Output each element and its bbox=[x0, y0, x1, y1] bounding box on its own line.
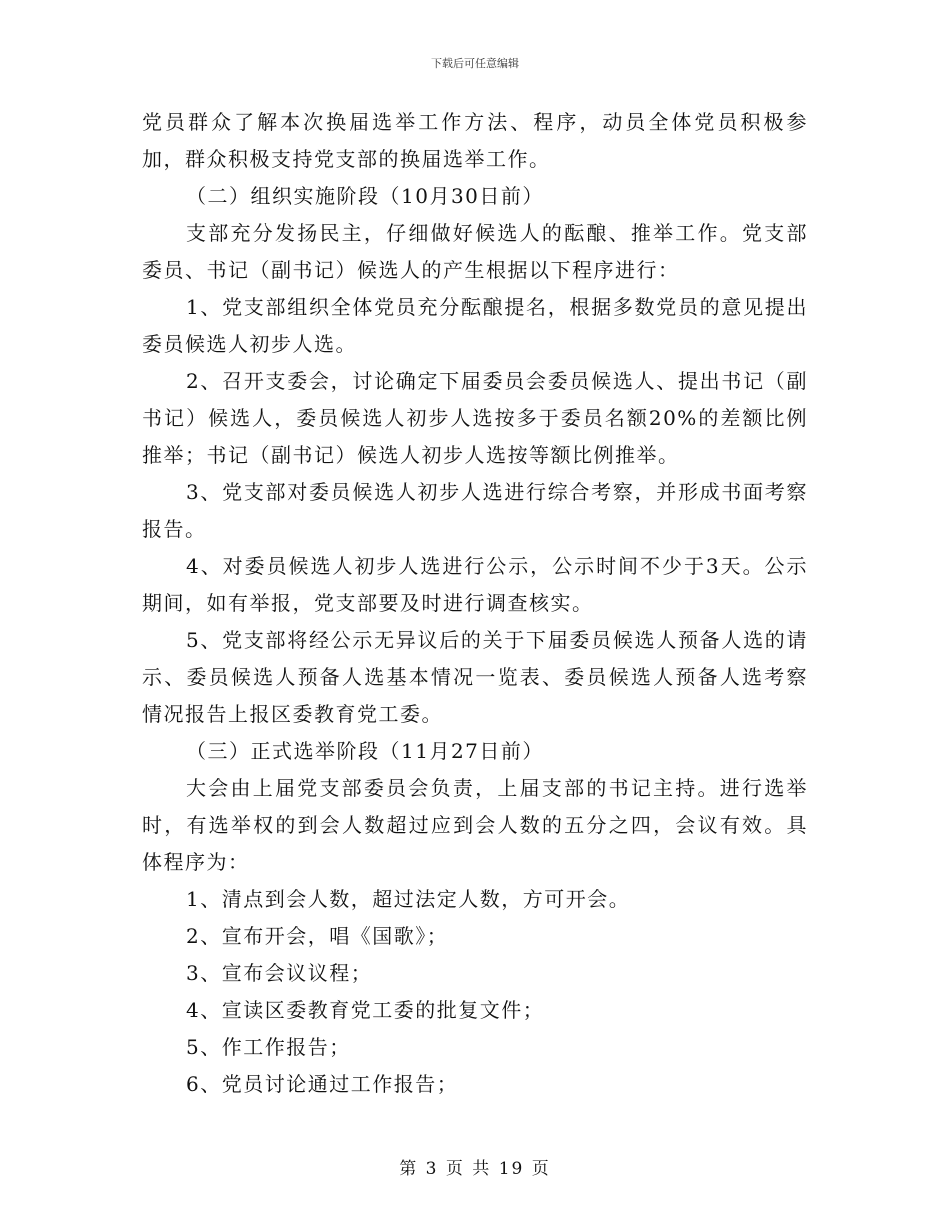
list-item-1: 1、党支部组织全体党员充分酝酿提名，根据多数党员的意见提出委员候选人初步人选。 bbox=[142, 295, 808, 356]
procedure-step-6: 6、党员讨论通过工作报告； bbox=[186, 1072, 459, 1096]
document-body bbox=[142, 104, 808, 1103]
list-item-4: 4、对委员候选人初步人选进行公示，公示时间不少于3天。公示期间，如有举报，党支部要及时进行调查核实。 bbox=[142, 554, 808, 615]
paragraph-1: 党员群众了解本次换届选举工作方法、程序，动员全体党员积极参加，群众积极支持党支部的换届选举工作。 bbox=[142, 110, 808, 171]
page-number-footer: 第 3 页 共 19 页 bbox=[399, 1159, 551, 1179]
procedure-step-1: 1、清点到会人数，超过法定人数，方可开会。 bbox=[186, 887, 631, 911]
procedure-step-2: 2、宣布开会，唱《国歌》； bbox=[186, 924, 449, 948]
section-heading-3: （三）正式选举阶段（11月27日前） bbox=[186, 739, 544, 763]
list-item-5: 5、党支部将经公示无异议后的关于下届委员候选人预备人选的请示、委员候选人预备人选基本情况一览表、委员候选人预备人选考察情况报告上报区委教育党工委。 bbox=[142, 628, 808, 726]
section-heading-2: （二）组织实施阶段（10月30日前） bbox=[186, 184, 544, 208]
procedure-step-3: 3、宣布会议议程； bbox=[186, 961, 373, 985]
list-item-3: 3、党支部对委员候选人初步人选进行综合考察，并形成书面考察报告。 bbox=[142, 480, 808, 541]
paragraph-10: 大会由上届党支部委员会负责，上届支部的书记主持。进行选举时，有选举权的到会人数超过应到会人数的五分之四，会议有效。具体程序为： bbox=[142, 776, 808, 874]
list-item-2: 2、召开支委会，讨论确定下届委员会委员候选人、提出书记（副书记）候选人，委员候选人初步人选按多于委员名额20%的差额比例推举；书记（副书记）候选人初步人选按等额比例推举。 bbox=[142, 369, 808, 467]
procedure-step-5: 5、作工作报告； bbox=[186, 1035, 351, 1059]
page-header: 下载后可任意编辑 bbox=[431, 57, 519, 70]
procedure-step-4: 4、宣读区委教育党工委的批复文件； bbox=[186, 998, 545, 1022]
paragraph-3: 支部充分发扬民主，仔细做好候选人的酝酿、推举工作。党支部委员、书记（副书记）候选人的产生根据以下程序进行： bbox=[142, 221, 808, 282]
